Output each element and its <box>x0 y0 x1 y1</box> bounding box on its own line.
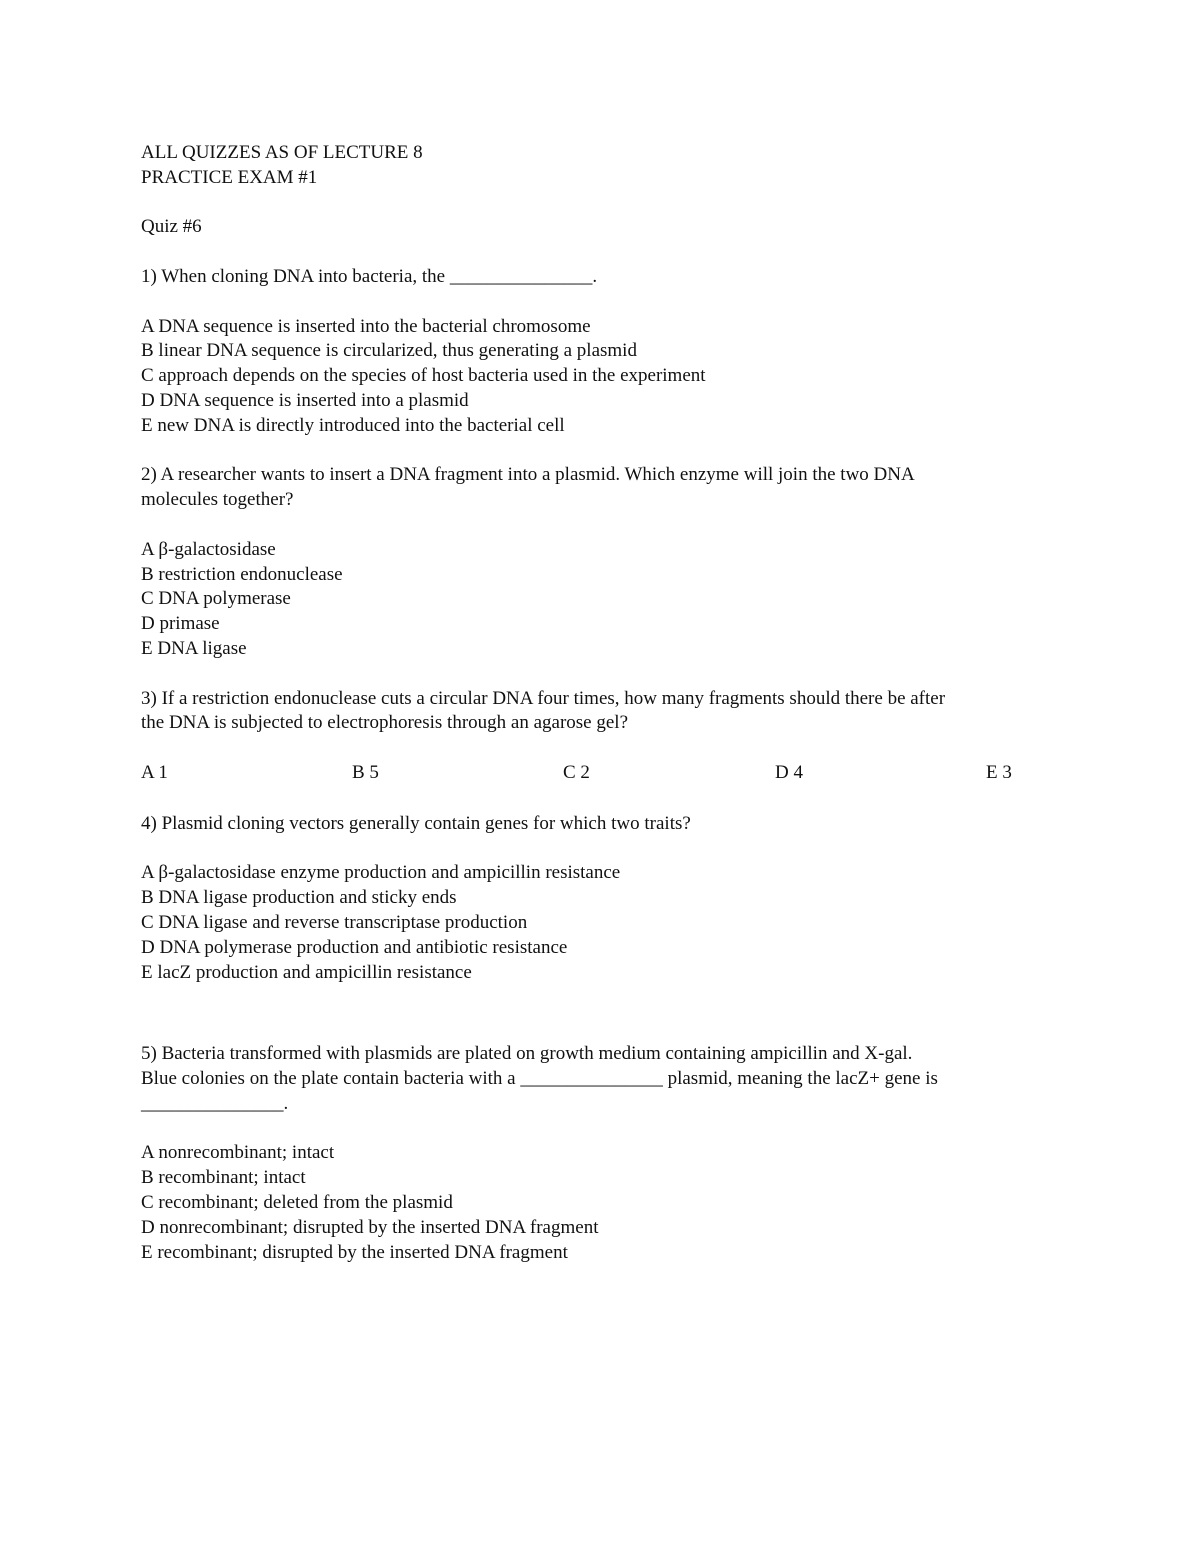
question-3-option-d: D 4 <box>775 761 803 783</box>
question-1-option-d: D DNA sequence is inserted into a plasmid <box>141 389 469 411</box>
question-1-text: 1) When cloning DNA into bacteria, the _______________. <box>141 265 598 287</box>
question-2 <box>141 463 1066 661</box>
question-1-option-b: B linear DNA sequence is circularized, thus generating a plasmid <box>141 340 637 362</box>
question-5-option-a: A nonrecombinant; intact <box>141 1142 335 1164</box>
question-3-options-row <box>141 761 1066 786</box>
question-5-text-line-2: Blue colonies on the plate contain bacteria with a _______________ plasmid, meaning the lacZ+ gene is <box>141 1068 938 1090</box>
question-5-option-e: E recombinant; disrupted by the inserted DNA fragment <box>141 1241 568 1263</box>
question-5-option-c: C recombinant; deleted from the plasmid <box>141 1192 453 1214</box>
question-5-option-d: D nonrecombinant; disrupted by the inserted DNA fragment <box>141 1216 599 1238</box>
document-title: ALL QUIZZES AS OF LECTURE 8 <box>141 142 423 163</box>
question-3-text-line-1: 3) If a restriction endonuclease cuts a circular DNA four times, how many fragments should there be after <box>141 687 946 709</box>
question-3-option-a: A 1 <box>141 761 168 783</box>
quiz-label: Quiz #6 <box>141 216 202 238</box>
question-3-option-c: C 2 <box>563 761 590 783</box>
question-2-text-line-1: 2) A researcher wants to insert a DNA fragment into a plasmid. Which enzyme will join the two DNA <box>141 464 915 486</box>
question-4-text: 4) Plasmid cloning vectors generally contain genes for which two traits? <box>141 812 691 834</box>
question-5-option-b: B recombinant; intact <box>141 1167 306 1189</box>
question-4-option-a: A β-galactosidase enzyme production and ampicillin resistance <box>141 862 621 884</box>
question-2-text-line-2: molecules together? <box>141 489 294 511</box>
question-3-text-line-2: the DNA is subjected to electrophoresis through an agarose gel? <box>141 712 628 734</box>
question-1-option-a: A DNA sequence is inserted into the bacterial chromosome <box>141 315 591 337</box>
question-5-text-line-3: _______________. <box>141 1092 289 1114</box>
document-page <box>141 141 1066 1265</box>
question-4-option-c: C DNA ligase and reverse transcriptase production <box>141 911 528 933</box>
question-4-option-d: D DNA polymerase production and antibiotic resistance <box>141 936 568 958</box>
question-3-option-b: B 5 <box>352 761 379 783</box>
question-4-option-e: E lacZ production and ampicillin resistance <box>141 961 472 983</box>
question-1-option-c: C approach depends on the species of host bacteria used in the experiment <box>141 365 706 387</box>
question-4 <box>141 812 1066 986</box>
question-5 <box>141 1042 1066 1265</box>
question-1 <box>141 265 1066 439</box>
question-3 <box>141 687 1066 786</box>
question-5-text-line-1: 5) Bacteria transformed with plasmids are plated on growth medium containing ampicillin and X-gal. <box>141 1043 913 1065</box>
question-2-option-e: E DNA ligase <box>141 637 247 659</box>
question-2-option-d: D primase <box>141 613 220 635</box>
document-subtitle: PRACTICE EXAM #1 <box>141 166 318 188</box>
question-4-option-b: B DNA ligase production and sticky ends <box>141 887 457 909</box>
question-2-option-c: C DNA polymerase <box>141 588 291 610</box>
question-2-option-b: B restriction endonuclease <box>141 563 343 585</box>
question-3-option-e: E 3 <box>986 761 1012 783</box>
question-1-option-e: E new DNA is directly introduced into the bacterial cell <box>141 414 565 436</box>
question-2-option-a: A β-galactosidase <box>141 538 276 560</box>
